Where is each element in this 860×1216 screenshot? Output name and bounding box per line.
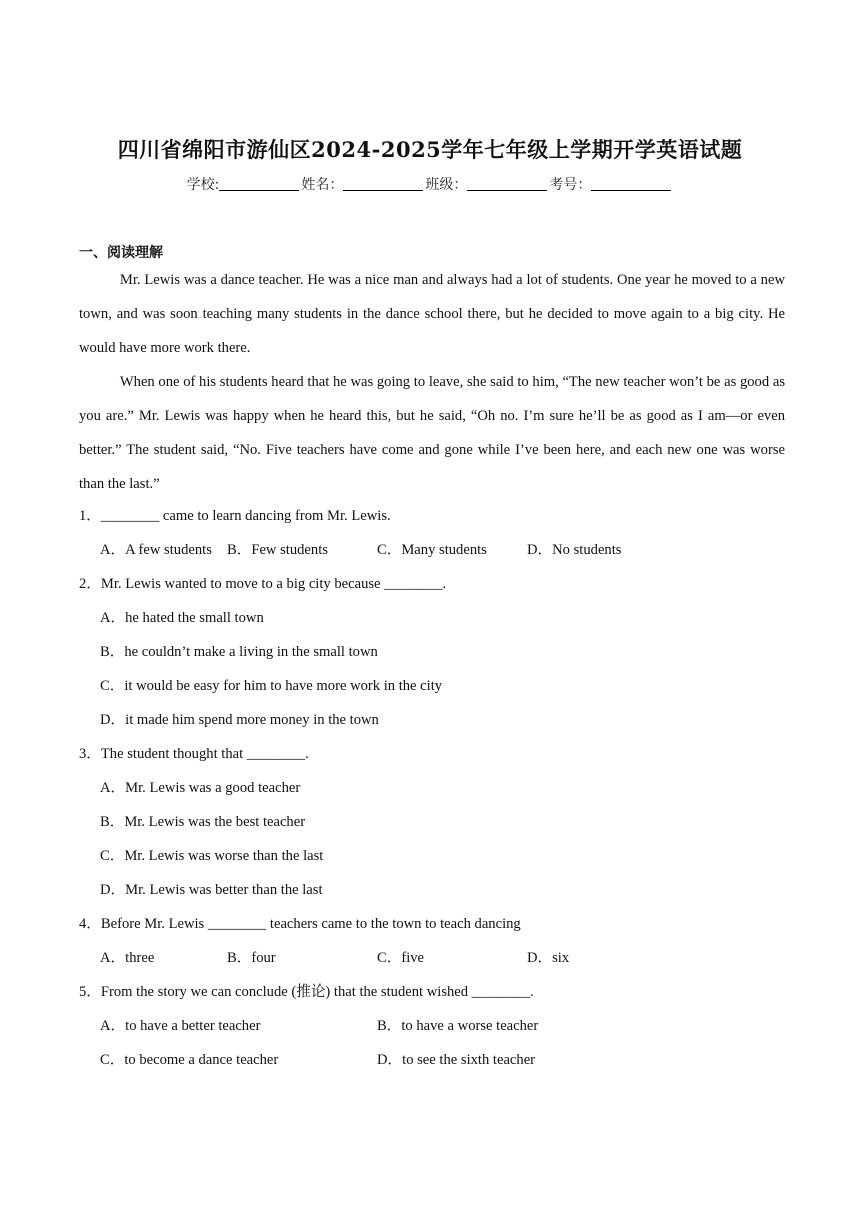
school-label: 学校: xyxy=(186,177,220,193)
option: D．No students xyxy=(527,542,622,558)
question-stem: 2．Mr. Lewis wanted to move to a big city because ________. xyxy=(79,576,447,592)
option: A．Mr. Lewis was a good teacher xyxy=(100,780,301,796)
passage-paragraph: When one of his students heard that he was going to leave, she said to him, “The new teacher won’t be as good as you are.” Mr. Lewis was happy when he heard this, but he said, “Oh no. I’m sure he’ll be as good as I am—or even better.” The student said, “No. Five teachers have come and gone while I’ve been here, and each new one was worse than the last.” xyxy=(79,374,785,492)
option: A．to have a better teacher xyxy=(100,1018,261,1034)
class-label: 班级： xyxy=(425,177,468,193)
options-row xyxy=(79,635,785,669)
options-row xyxy=(79,669,785,703)
question-stem: 4．Before Mr. Lewis ________ teachers came to the town to teach dancing xyxy=(79,916,521,932)
option: B．four xyxy=(227,950,276,966)
question-list xyxy=(79,499,785,1077)
option: D．Mr. Lewis was better than the last xyxy=(100,882,323,898)
reading-passage xyxy=(79,263,785,501)
class-blank xyxy=(467,176,547,191)
name-blank xyxy=(343,176,423,191)
option: D．six xyxy=(527,950,570,966)
option: A．three xyxy=(100,950,155,966)
option: B．Mr. Lewis was the best teacher xyxy=(100,814,306,830)
number-blank xyxy=(591,176,671,191)
option: C．it would be easy for him to have more work in the city xyxy=(100,678,443,694)
option: D．it made him spend more money in the town xyxy=(100,712,379,728)
options-row xyxy=(79,1009,785,1043)
options-row xyxy=(79,873,785,907)
options-row xyxy=(79,601,785,635)
question-stem: 3．The student thought that ________. xyxy=(79,746,309,762)
option: A．A few students xyxy=(100,542,212,558)
option: B．he couldn’t make a living in the small town xyxy=(100,644,378,660)
section-title: 一、阅读理解 xyxy=(79,245,163,261)
option: C．Mr. Lewis was worse than the last xyxy=(100,848,324,864)
question-stem: 1．________ came to learn dancing from Mr. Lewis. xyxy=(79,508,391,524)
passage-paragraph: Mr. Lewis was a dance teacher. He was a nice man and always had a lot of students. One year he moved to a new town, and was soon teaching many students in the dance school there, but he decided to move again to a big city. He would have more work there. xyxy=(79,272,785,356)
options-row xyxy=(79,805,785,839)
option: D．to see the sixth teacher xyxy=(377,1052,536,1068)
option: C．Many students xyxy=(377,542,487,558)
school-blank xyxy=(219,176,299,191)
exam-title: 四川省绵阳市游仙区2024-2025学年七年级上学期开学英语试题 xyxy=(117,137,743,162)
option: C．five xyxy=(377,950,425,966)
name-label: 姓名： xyxy=(301,177,344,193)
options-row xyxy=(79,839,785,873)
options-row xyxy=(79,533,785,567)
student-info-line xyxy=(0,174,860,194)
option: A．he hated the small town xyxy=(100,610,264,626)
question-stem: 5．From the story we can conclude (推论) that the student wished ________. xyxy=(79,984,534,1000)
option: B．to have a worse teacher xyxy=(377,1018,539,1034)
options-row xyxy=(79,771,785,805)
options-row xyxy=(79,1043,785,1077)
number-label: 考号： xyxy=(549,177,592,193)
options-row xyxy=(79,703,785,737)
option: C．to become a dance teacher xyxy=(100,1052,279,1068)
option: B．Few students xyxy=(227,542,328,558)
options-row xyxy=(79,941,785,975)
